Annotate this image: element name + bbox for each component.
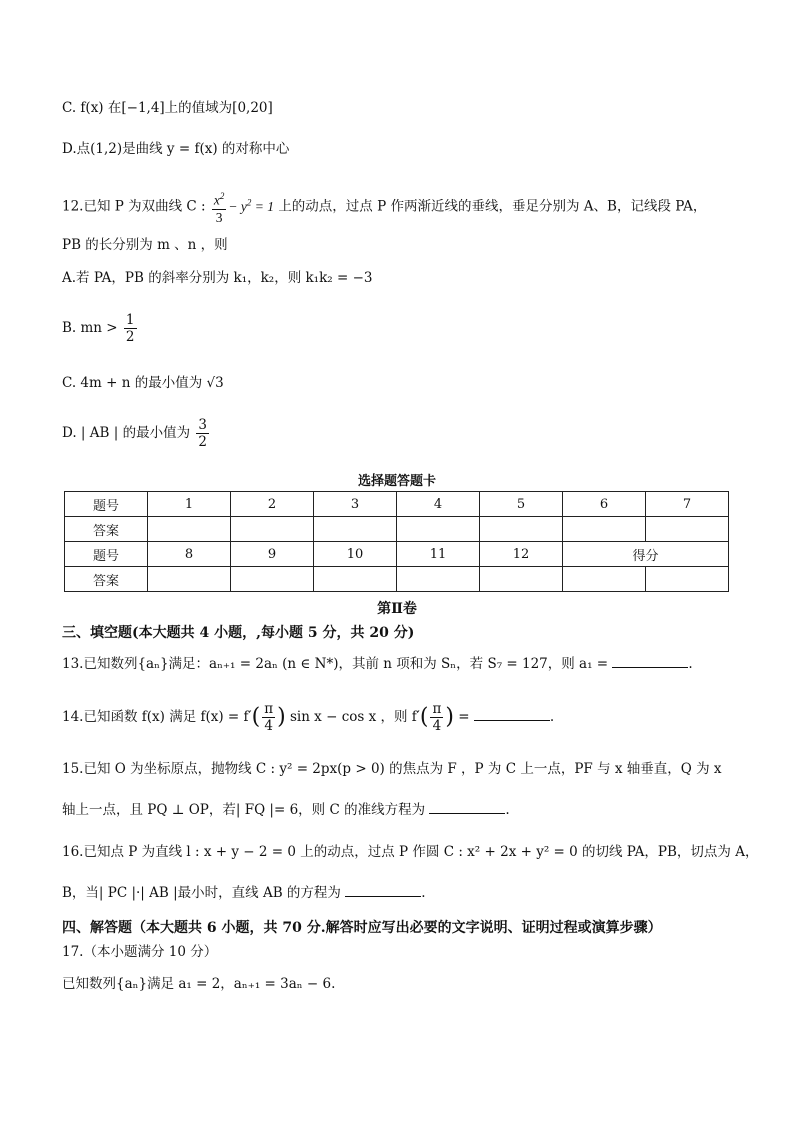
answer-cell[interactable] — [231, 567, 314, 592]
q16-line1: 16.已知点 P 为直线 l : x + y − 2 = 0 上的动点，过点 P 作圆 C : x² + 2x + y² = 0 的切线 PA，PB，切点为 A， — [62, 844, 759, 860]
q12-option-d-prefix: D. | AB | 的最小值为 — [62, 425, 191, 441]
q12-option-d-den: 2 — [198, 434, 207, 450]
q11-option-c: C. f(x) 在[−1,4]上的值域为[0,20] — [62, 100, 273, 116]
answer-blank[interactable] — [345, 884, 421, 897]
answer-card-row-numbers-1 — [65, 492, 729, 517]
q12-stem-start: 12.已知 P 为双曲线 C : — [62, 198, 206, 215]
q14-frac-den: 4 — [432, 718, 442, 734]
q15-line1: 15.已知 O 为坐标原点，抛物线 C : y² = 2px(p > 0) 的焦点为 F ，P 为 C 上一点，PF 与 x 轴垂直，Q 为 x — [62, 761, 722, 777]
answer-cell[interactable] — [480, 567, 563, 592]
table-cell: 12 — [480, 542, 563, 567]
answer-card-row-numbers-2 — [65, 542, 729, 567]
q15-line2-text: 轴上一点，且 PQ ⊥ OP，若| FQ |= 6，则 C 的准线方程为 — [62, 802, 426, 818]
q14-text-c: = — [458, 709, 470, 725]
q12-option-b-prefix: B. mn > — [62, 320, 118, 336]
answer-blank[interactable] — [429, 801, 505, 814]
table-cell: 9 — [231, 542, 314, 567]
answer-cell[interactable] — [148, 517, 231, 542]
answer-cell[interactable] — [314, 567, 397, 592]
q12-option-c: C. 4m + n 的最小值为 √3 — [62, 375, 224, 391]
q12-option-b-den: 2 — [125, 329, 135, 345]
q13: 13.已知数列{aₙ}满足：aₙ₊₁ = 2aₙ (n ∈ N*)，其前 n 项和为 Sₙ，若 S₇ = 127，则 a₁ = . — [62, 656, 693, 672]
answer-card-title: 选择题答题卡 — [357, 474, 436, 489]
q12-frac-num: $x^2$ — [212, 188, 227, 210]
table-cell: 答案 — [65, 567, 148, 592]
score-label-cell: 得分 — [563, 542, 729, 567]
q12-stem-line2: PB 的长分别为 m 、n ，则 — [62, 237, 228, 253]
answer-blank[interactable] — [612, 655, 688, 668]
q14: 14.已知函数 f(x) 满足 f(x) = f′( $\frac{\pi}{4}$ ) sin x − cos x ，则 f′( $\frac{\pi}{4}$ ) = . — [62, 701, 555, 734]
q12-stem-end: 上的动点，过点 P 作两渐近线的垂线，垂足分别为 A、B，记线段 PA， — [278, 198, 707, 215]
q12-option-a: A.若 PA，PB 的斜率分别为 k₁，k₂，则 k₁k₂ = −3 — [62, 270, 373, 286]
table-cell: 题号 — [65, 542, 148, 567]
table-cell: 1 — [148, 492, 231, 517]
section3-title: 三、填空题(本大题共 4 小题，,每小题 5 分，共 20 分) — [62, 625, 415, 641]
q14-fraction-2 — [430, 701, 443, 734]
q12-hyperbola-rest: − $y^2 = 1$ — [228, 197, 275, 214]
answer-card-row-answers-1 — [65, 517, 729, 542]
q12-option-b — [62, 310, 139, 346]
table-cell: 7 — [646, 492, 729, 517]
table-cell: 2 — [231, 492, 314, 517]
q13-text: 13.已知数列{aₙ}满足：aₙ₊₁ = 2aₙ (n ∈ N*)，其前 n 项和为 Sₙ，若 S₇ = 127，则 a₁ = — [62, 656, 609, 672]
answer-blank[interactable] — [474, 708, 550, 721]
q12-option-d — [62, 415, 211, 451]
q15-line2: 轴上一点，且 PQ ⊥ OP，若| FQ |= 6，则 C 的准线方程为 . — [62, 802, 510, 818]
q12-option-d-num: 3 — [198, 417, 207, 433]
q12-stem-line1 — [62, 184, 706, 226]
answer-card-table — [64, 491, 729, 592]
q16-line2-text: B，当| PC |·| AB |最小时，直线 AB 的方程为 — [62, 885, 341, 901]
q11-option-d: D.点(1,2)是曲线 y = f(x) 的对称中心 — [62, 141, 290, 157]
table-cell: 3 — [314, 492, 397, 517]
q14-frac-den: 4 — [264, 718, 273, 734]
score-cell[interactable] — [563, 567, 646, 592]
answer-cell[interactable] — [397, 567, 480, 592]
table-cell: 答案 — [65, 517, 148, 542]
table-cell: 8 — [148, 542, 231, 567]
q14-frac-num: π — [432, 701, 442, 717]
score-cell[interactable] — [646, 567, 729, 592]
table-cell: 6 — [563, 492, 646, 517]
q16-line2: B，当| PC |·| AB |最小时，直线 AB 的方程为 . — [62, 885, 426, 901]
table-cell: 题号 — [65, 492, 148, 517]
table-cell: 11 — [397, 542, 480, 567]
answer-cell[interactable] — [231, 517, 314, 542]
q12-option-b-fraction — [124, 312, 137, 345]
q12-frac-den: 3 — [215, 209, 223, 225]
section4-title: 四、解答题（本大题共 6 小题，共 70 分.解答时应写出必要的文字说明、证明过程或演算步骤） — [62, 920, 662, 936]
answer-cell[interactable] — [397, 517, 480, 542]
q14-fraction-1 — [262, 701, 275, 734]
q12-option-b-num: 1 — [125, 312, 135, 328]
q12-hyperbola-fraction — [212, 188, 227, 226]
q17-heading: 17.（本小题满分 10 分） — [62, 944, 218, 960]
q14-frac-num: π — [264, 701, 274, 717]
table-cell: 4 — [397, 492, 480, 517]
answer-cell[interactable] — [480, 517, 563, 542]
answer-cell[interactable] — [563, 517, 646, 542]
answer-card-row-answers-2 — [65, 567, 729, 592]
answer-cell[interactable] — [314, 517, 397, 542]
q14-text-a: 14.已知函数 f(x) 满足 f(x) = f′ — [62, 709, 252, 725]
q12-option-d-fraction — [196, 417, 209, 450]
table-cell: 5 — [480, 492, 563, 517]
q17-body: 已知数列{aₙ}满足 a₁ = 2，aₙ₊₁ = 3aₙ − 6. — [62, 976, 336, 992]
q14-text-b: sin x − cos x ，则 f′ — [289, 709, 420, 725]
answer-cell[interactable] — [148, 567, 231, 592]
table-cell: 10 — [314, 542, 397, 567]
answer-cell[interactable] — [646, 517, 729, 542]
part2-title: 第Ⅱ卷 — [377, 601, 417, 617]
